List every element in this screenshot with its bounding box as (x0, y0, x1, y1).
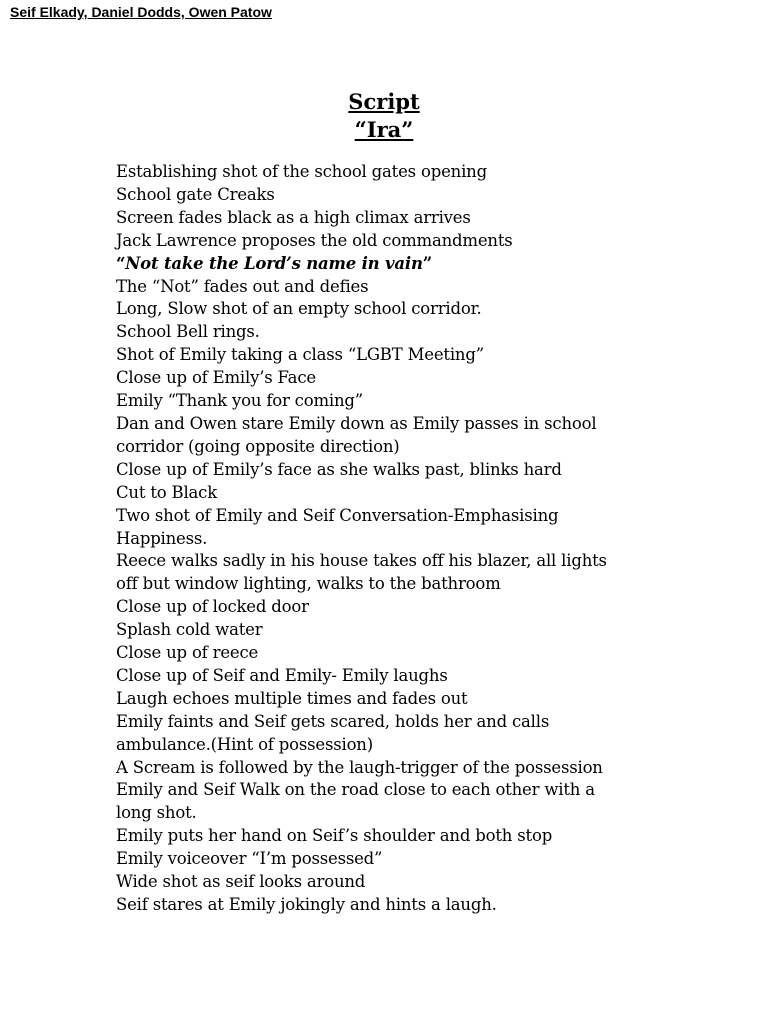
script-line: Happiness. (116, 528, 208, 548)
title-script: Script (348, 89, 420, 114)
script-line: Screen fades black as a high climax arrives (116, 207, 471, 227)
script-line: School Bell rings. (116, 322, 260, 342)
script-line: Close up of locked door (116, 597, 309, 617)
quote-open: “ (116, 253, 126, 273)
script-line: corridor (going opposite direction) (116, 436, 400, 456)
script-line: Wide shot as seif looks around (116, 872, 366, 892)
script-line (116, 253, 656, 276)
document-title (0, 88, 768, 144)
title-name: “Ira” (354, 117, 414, 142)
script-line: Emily puts her hand on Seif’s shoulder and both stop (116, 826, 553, 846)
script-line: Emily and Seif Walk on the road close to each other with a (116, 780, 595, 800)
script-line: long shot. (116, 803, 197, 823)
quote-close: ” (422, 253, 433, 273)
script-line: School gate Creaks (116, 184, 275, 204)
script-line: Dan and Owen stare Emily down as Emily passes in school (116, 413, 597, 433)
script-line: Splash cold water (116, 620, 263, 640)
script-line: The “Not” fades out and defies (116, 276, 369, 296)
script-line: Laugh echoes multiple times and fades out (116, 688, 468, 708)
script-line: Establishing shot of the school gates opening (116, 162, 487, 181)
script-line: Close up of reece (116, 643, 259, 663)
script-line: Emily “Thank you for coming” (116, 391, 364, 411)
script-line: ambulance.(Hint of possession) (116, 734, 373, 754)
script-line: Close up of Emily’s face as she walks past, blinks hard (116, 459, 562, 479)
script-line: Jack Lawrence proposes the old commandments (116, 230, 513, 250)
script-line: Seif stares at Emily jokingly and hints a laugh. (116, 895, 497, 914)
script-line: Reece walks sadly in his house takes off his blazer, all lights (116, 551, 607, 571)
script-line: Cut to Black (116, 482, 218, 502)
script-line: Close up of Seif and Emily- Emily laughs (116, 665, 448, 685)
script-line: off but window lighting, walks to the bathroom (116, 574, 501, 594)
script-line: A Scream is followed by the laugh-trigger of the possession (116, 757, 603, 777)
script-line: Emily voiceover “I’m possessed” (116, 849, 383, 869)
document-authors: Seif Elkady, Daniel Dodds, Owen Patow (10, 4, 272, 20)
script-line: Shot of Emily taking a class “LGBT Meeting” (116, 345, 484, 365)
script-line: Long, Slow shot of an empty school corridor. (116, 299, 482, 319)
script-line: Close up of Emily’s Face (116, 368, 316, 388)
commandment-text: Not take the Lord’s name in vain (125, 253, 423, 273)
script-line: Two shot of Emily and Seif Conversation-Emphasising (116, 505, 559, 525)
script-body (116, 161, 656, 917)
script-line: Emily faints and Seif gets scared, holds her and calls (116, 711, 550, 731)
